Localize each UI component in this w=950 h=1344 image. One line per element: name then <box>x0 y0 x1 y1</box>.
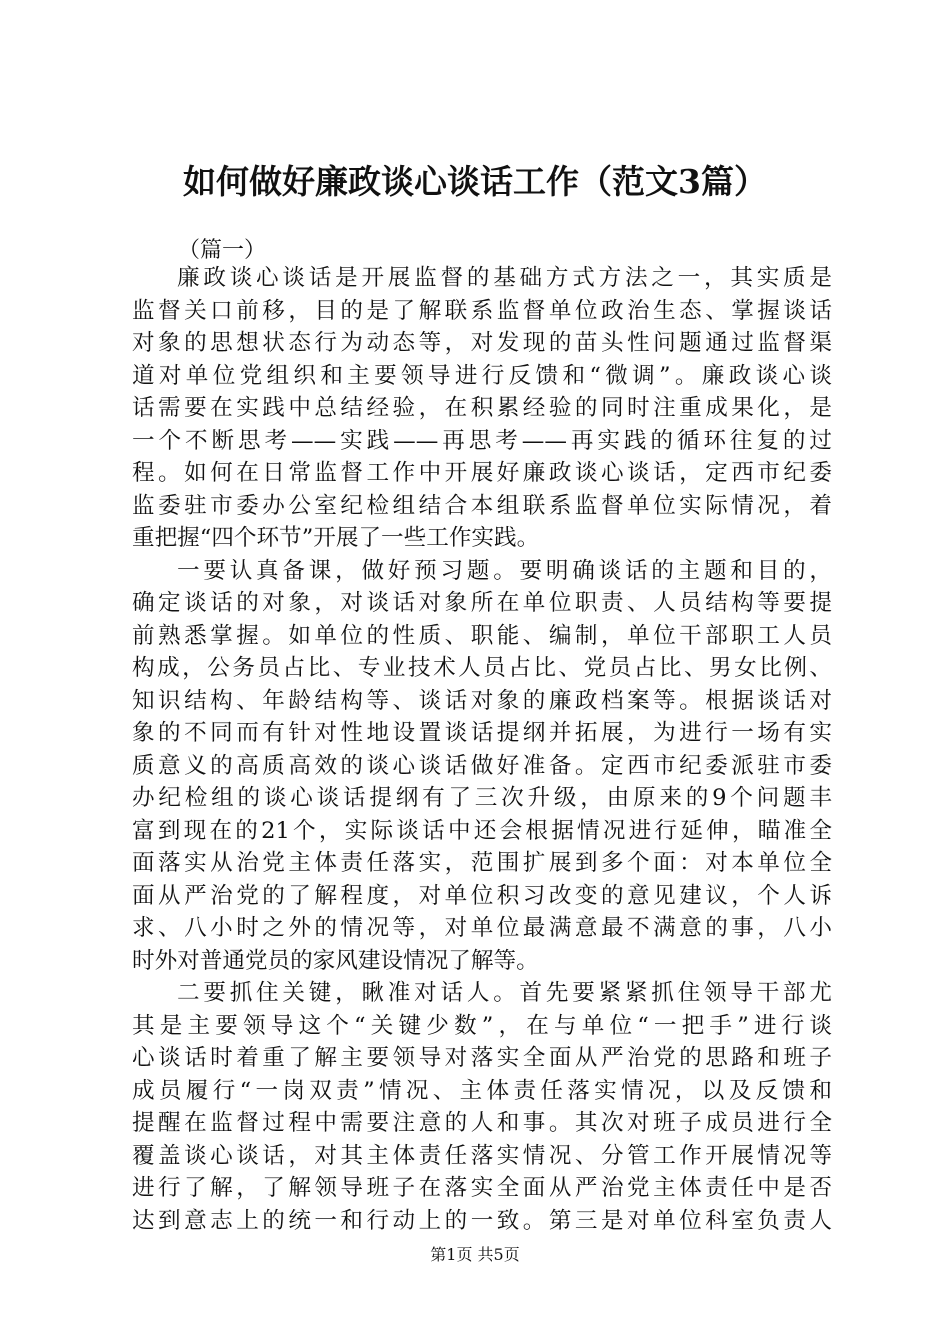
text-line: 知识结构、年龄结构等、谈话对象的廉政档案等。根据谈话对 <box>132 687 832 714</box>
text-line: 道对单位党组织和主要领导进行反馈和“微调”。廉政谈心谈 <box>132 362 832 389</box>
text-line: 心谈话时着重了解主要领导对落实全面从严治党的思路和班子 <box>132 1045 832 1071</box>
text-line: 成员履行“一岗双责”情况、主体责任落实情况，以及反馈和 <box>132 1077 832 1104</box>
text-line: 面落实从治党主体责任落实，范围扩展到多个面：对本单位全 <box>132 850 832 876</box>
text-line: 办纪检组的谈心谈话提纲有了三次升级，由原来的9个问题丰 <box>132 785 832 811</box>
text-line: 覆盖谈心谈话，对其主体责任落实情况、分管工作开展情况等 <box>132 1142 832 1169</box>
text-line: 其是主要领导这个“关键少数”，在与单位“一把手”进行谈 <box>132 1012 832 1039</box>
text-line: 提醒在监督过程中需要注意的人和事。其次对班子成员进行全 <box>132 1110 832 1136</box>
text-line: 达到意志上的统一和行动上的一致。第三是对单位科室负责人 <box>132 1207 832 1234</box>
text-line: 重把握“四个环节”开展了一些工作实践。 <box>132 525 540 551</box>
text-line: 构成，公务员占比、专业技术人员占比、党员占比、男女比例、 <box>132 655 832 681</box>
page-footer: 第1页 共5页 <box>430 1245 520 1264</box>
text-line: 前熟悉掌握。如单位的性质、职能、编制，单位干部职工人员 <box>132 622 832 649</box>
text-line: 面从严治党的了解程度，对单位积习改变的意见建议，个人诉 <box>132 882 832 909</box>
section-label: （篇一） <box>178 238 267 263</box>
text-line: 象的不同而有针对性地设置谈话提纲并拓展，为进行一场有实 <box>132 720 832 746</box>
text-line: 一个不断思考——实践——再思考——再实践的循环往复的过 <box>132 427 832 454</box>
text-line: 质意义的高质高效的谈心谈话做好准备。定西市纪委派驻市委 <box>132 752 832 779</box>
text-line: 程。如何在日常监督工作中开展好廉政谈心谈话，定西市纪委 <box>132 460 832 486</box>
text-line: 话需要在实践中总结经验，在积累经验的同时注重成果化，是 <box>132 395 832 421</box>
text-line: 求、八小时之外的情况等，对单位最满意最不满意的事，八小 <box>132 915 832 941</box>
text-line: 监督关口前移，目的是了解联系监督单位政治生态、掌握谈话 <box>132 297 832 324</box>
text-line: 进行了解，了解领导班子在落实全面从严治党主体责任中是否 <box>132 1175 832 1201</box>
text-line: 监委驻市委办公室纪检组结合本组联系监督单位实际情况，着 <box>132 492 832 519</box>
text-line: 对象的思想状态行为动态等，对发现的苗头性问题通过监督渠 <box>132 330 832 356</box>
body-text <box>132 262 832 1237</box>
text-line: 确定谈话的对象，对谈话对象所在单位职责、人员结构等要提 <box>132 590 832 616</box>
text-line: 一要认真备课，做好预习题。要明确谈话的主题和目的， <box>177 557 832 584</box>
text-line: 廉政谈心谈话是开展监督的基础方式方法之一，其实质是 <box>177 265 832 291</box>
page-title: 如何做好廉政谈心谈话工作（范文3篇） <box>183 162 767 201</box>
text-line: 时外对普通党员的家风建设情况了解等。 <box>132 947 539 974</box>
text-line: 富到现在的21个，实际谈话中还会根据情况进行延伸，瞄准全 <box>132 817 832 844</box>
text-line: 二要抓住关键，瞅准对话人。首先要紧紧抓住领导干部尤 <box>177 980 832 1006</box>
